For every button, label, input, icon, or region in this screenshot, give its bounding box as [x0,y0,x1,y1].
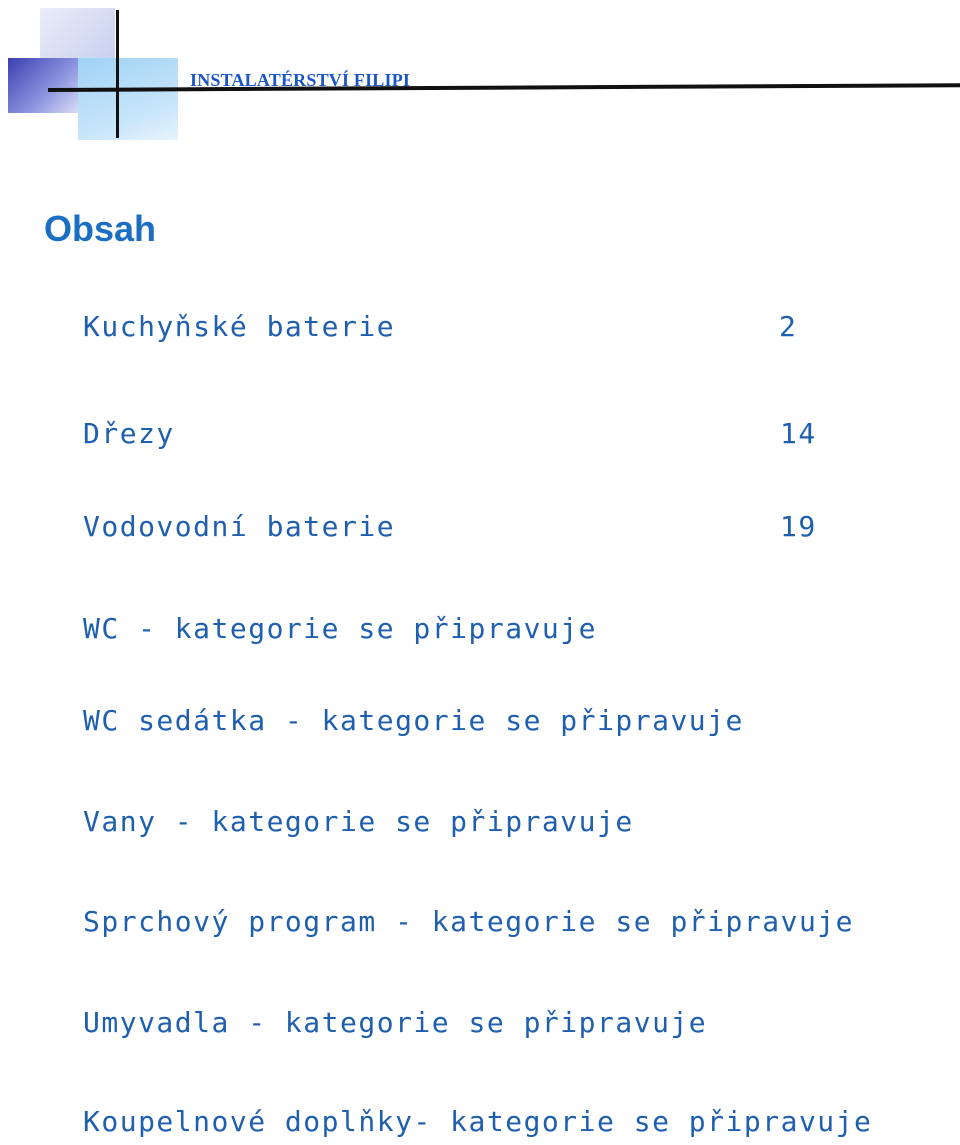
toc-item-label: Vany - kategorie se připravuje [83,805,634,838]
page-title: Obsah [44,208,157,249]
toc-item[interactable] [83,510,943,550]
toc-item-label: WC - kategorie se připravuje [83,612,598,645]
toc-item-label: Koupelnové doplňky- kategorie se připravuje [83,1105,873,1138]
company-name: INSTALATÉRSTVÍ FILIPI [190,70,411,90]
toc-item-page: 2 [779,310,798,343]
toc-item[interactable] [83,805,943,845]
toc-item-page: 14 [780,417,817,450]
toc-item[interactable] [83,1105,943,1145]
toc-item[interactable] [83,704,943,744]
toc-item[interactable] [83,612,943,652]
toc-item-label: Dřezy [83,417,175,450]
toc-item-page: 19 [780,510,817,543]
toc-item-label: Sprchový program - kategorie se připravuje [83,905,855,938]
toc-item-label: WC sedátka - kategorie se připravuje [83,704,744,737]
toc-item-label: Umyvadla - kategorie se připravuje [83,1006,708,1039]
toc-item[interactable] [83,310,943,350]
toc-item-label: Vodovodní baterie [83,510,396,543]
toc-item[interactable] [83,1006,943,1046]
toc-item[interactable] [83,417,943,457]
toc-item[interactable] [83,905,943,945]
toc-item-label: Kuchyňské baterie [83,310,396,343]
